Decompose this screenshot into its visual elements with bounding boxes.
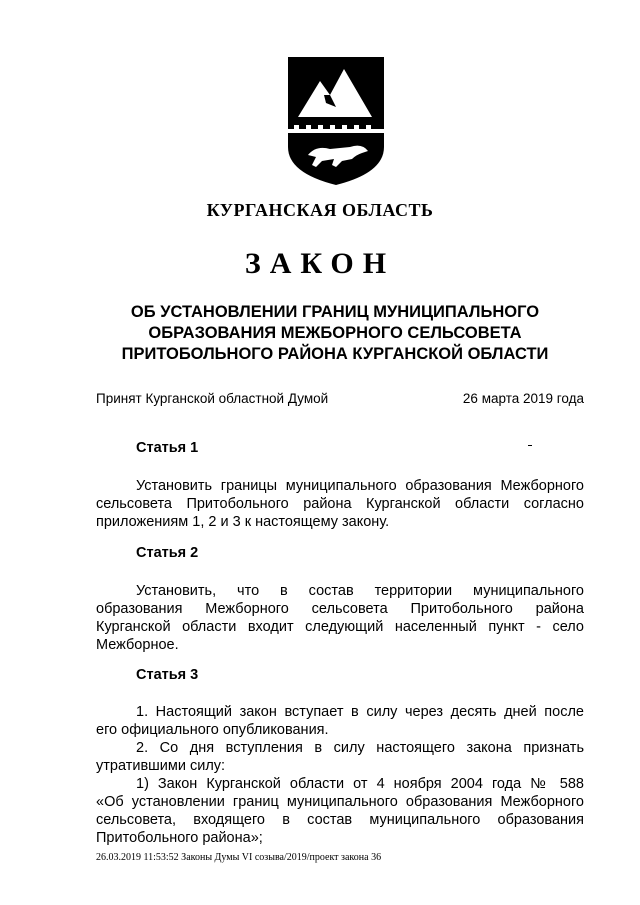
text-line: сельсовета Притобольного района Курганской области согласно <box>96 496 584 512</box>
region-name: КУРГАНСКАЯ ОБЛАСТЬ <box>206 200 434 220</box>
document-title <box>80 302 590 365</box>
text-line: 1. Настоящий закон вступает в силу через десять дней после <box>136 704 584 720</box>
article-1-text <box>96 477 584 531</box>
title-line: ОБРАЗОВАНИЯ МЕЖБОРНОГО СЕЛЬСОВЕТА <box>148 324 522 342</box>
title-line: ПРИТОБОЛЬНОГО РАЙОНА КУРГАНСКОЙ ОБЛАСТИ <box>121 345 549 363</box>
text-line: 2. Со дня вступления в силу настоящего закона признать <box>136 740 584 756</box>
article-3-heading: Статья 3 <box>136 667 199 683</box>
coat-of-arms-icon <box>286 55 386 187</box>
text-line: Установить границы муниципального образования Межборного <box>136 478 584 494</box>
article-2-heading: Статья 2 <box>136 545 199 561</box>
document-type: ЗАКОН <box>244 247 396 280</box>
text-line: Курганской области входит следующий населенный пункт - село <box>96 619 584 635</box>
text-line: «Об установлении границ муниципального образования Межборного <box>96 794 584 810</box>
text-line: утратившими силу: <box>96 758 226 774</box>
text-line: сельсовета, входящего в состав муниципального образования <box>96 812 584 828</box>
text-line: Установить, что в состав территории муниципального <box>136 583 584 599</box>
stray-mark <box>528 445 532 446</box>
article-2-text <box>96 582 584 654</box>
text-line: образования Межборного сельсовета Притобольного района <box>96 601 584 617</box>
text-line: 1) Закон Курганской области от 4 ноября 2004 года № 588 <box>136 776 584 792</box>
title-line: ОБ УСТАНОВЛЕНИИ ГРАНИЦ МУНИЦИПАЛЬНОГО <box>130 303 540 321</box>
document-footer: 26.03.2019 11:53:52 Законы Думы VI созыва/2019/проект закона 36 <box>96 852 382 863</box>
text-line: Притобольного района»; <box>96 830 263 846</box>
text-line: Межборное. <box>96 637 179 653</box>
article-1-heading: Статья 1 <box>136 440 199 456</box>
adoption-info <box>96 391 584 409</box>
adopted-by: Принят Курганской областной Думой <box>96 391 329 406</box>
article-3-text <box>96 703 584 847</box>
text-line: приложениям 1, 2 и 3 к настоящему закону. <box>96 514 390 530</box>
text-line: его официального опубликования. <box>96 722 329 738</box>
adoption-date: 26 марта 2019 года <box>462 391 584 406</box>
